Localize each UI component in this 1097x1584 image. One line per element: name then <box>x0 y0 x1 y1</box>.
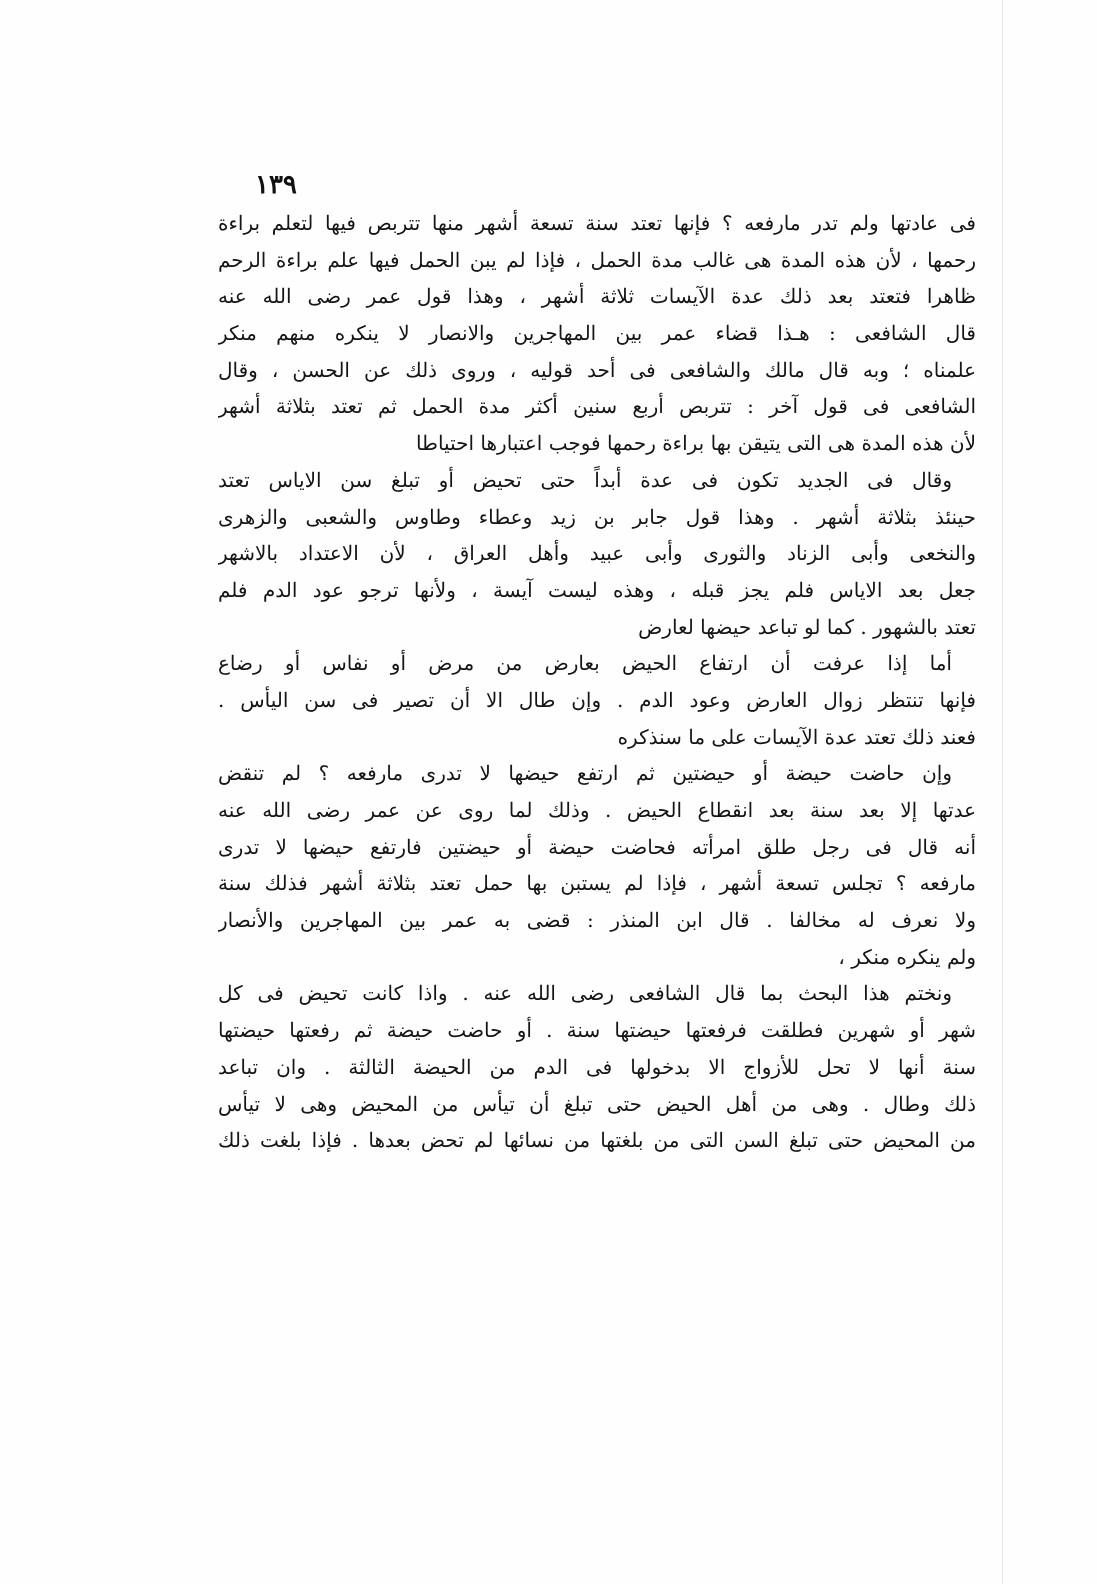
paragraph <box>218 755 976 975</box>
text-line: من المحيض حتى تبلغ السن التى من بلغتها من نسائها لم تحض بعدها . فإذا بلغت ذلك <box>218 1128 976 1153</box>
text-line: الشافعى فى قول آخر : تتربص أربع سنين أكثر مدة الحمل ثم تعتد بثلاثة أشهر <box>218 394 976 419</box>
text-line: وإن حاضت حيضة أو حيضتين ثم ارتفع حيضها لا تدرى مارفعه ؟ لم تنقض <box>218 761 952 786</box>
paragraph <box>218 645 976 755</box>
text-line: فعند ذلك تعتد عدة الآيسات على ما سنذكره <box>617 724 976 749</box>
text-line: أما إذا عرفت أن ارتفاع الحيض بعارض من مرض أو نفاس أو رضاع <box>218 651 952 676</box>
text-line: رحمها ، لأن هذه المدة هى غالب مدة الحمل ، فإذا لم يبن الحمل فيها علم براءة الرحم <box>218 247 976 272</box>
text-line: حينئذ بثلاثة أشهر . وهذا قول جابر بن زيد وعطاء وطاوس والشعبى والزهرى <box>218 504 976 529</box>
text-line: ظاهرا فتعتد بعد ذلك عدة الآيسات ثلاثة أشهر ، وهذا قول عمر رضى الله عنه <box>218 284 976 309</box>
text-line: فى عادتها ولم تدر مارفعه ؟ فإنها تعتد سنة تسعة أشهر منها تتربص فيها لتعلم براءة <box>218 211 976 235</box>
paragraph <box>218 205 976 462</box>
text-line: مارفعه ؟ تجلس تسعة أشهر ، فإذا لم يستبن بها حمل تعتد بثلاثة أشهر فذلك سنة <box>218 871 976 896</box>
text-line: وقال فى الجديد تكون فى عدة أبداً حتى تحيض أو تبلغ سن الاياس تعتد <box>218 467 952 492</box>
text-line: عدتها إلا بعد سنة بعد انقطاع الحيض . وذلك لما روى عن عمر رضى الله عنه <box>218 798 976 822</box>
text-line: سنة أنها لا تحل للأزواج الا بدخولها فى الدم من الحيضة الثالثة . وان تباعد <box>218 1054 976 1079</box>
text-line: ولا نعرف له مخالفا . قال ابن المنذر : قضى به عمر بين المهاجرين والأنصار <box>218 908 976 933</box>
text-line: أنه قال فى رجل طلق امرأته فحاضت حيضة أو حيضتين فارتفع حيضها لا تدرى <box>218 834 976 859</box>
page-number: ١٣٩ <box>255 170 297 200</box>
text-line: ولم ينكره منكر ، <box>838 944 976 969</box>
text-line: قال الشافعى : هـذا قضاء عمر بين المهاجرين والانصار لا ينكره منهم منكر <box>218 321 976 346</box>
text-line: شهر أو شهرين فطلقت فرفعتها حيضتها سنة . أو حاضت حيضة ثم رفعتها حيضتها <box>218 1018 976 1043</box>
text-line: ونختم هذا البحث بما قال الشافعى رضى الله عنه . واذا كانت تحيض فى كل <box>218 981 952 1006</box>
paragraph <box>218 462 976 645</box>
page-fold-line <box>1002 0 1003 1584</box>
paragraph <box>218 975 976 1158</box>
text-line: ذلك وطال . وهى من أهل الحيض حتى تبلغ أن تيأس من المحيض وهى لا تيأس <box>218 1091 976 1116</box>
text-line: لأن هذه المدة هى التى يتيقن بها براءة رحمها فوجب اعتبارها احتياطا <box>415 431 976 456</box>
text-line: والنخعى وأبى الزناد والثورى وأبى عبيد وأهل العراق ، لأن الاعتداد بالاشهر <box>218 541 976 566</box>
text-line: علمناه ؛ وبه قال مالك والشافعى فى أحد قوليه ، وروى ذلك عن الحسن ، وقال <box>218 357 976 382</box>
text-line: جعل بعد الاياس فلم يجز قبله ، وهذه ليست آيسة ، ولأنها ترجو عود الدم فلم <box>218 577 976 602</box>
text-line: فإنها تنتظر زوال العارض وعود الدم . وإن طال الا أن تصير فى سن اليأس . <box>218 687 976 712</box>
body-text <box>218 205 976 1159</box>
text-line: تعتد بالشهور . كما لو تباعد حيضها لعارض <box>638 614 976 639</box>
